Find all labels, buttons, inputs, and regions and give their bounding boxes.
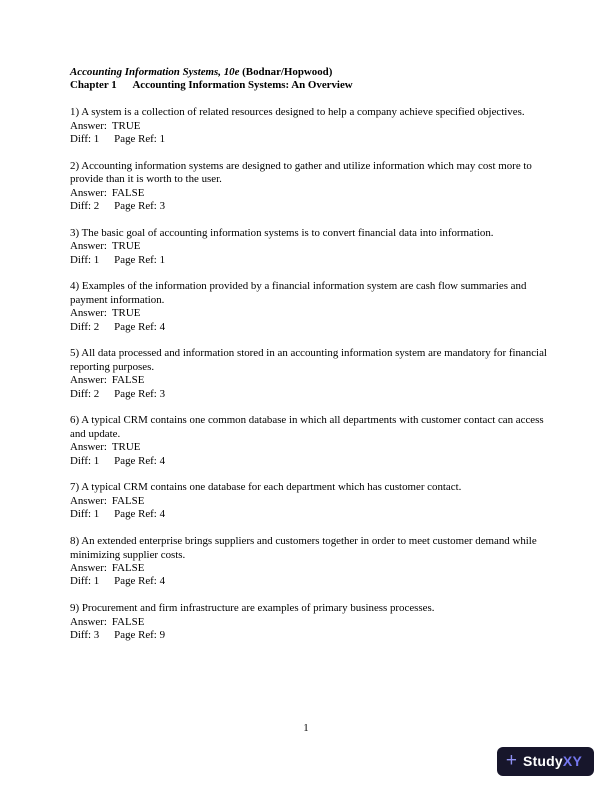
page-ref-value: 4 [159, 320, 166, 333]
answer-value: TRUE [111, 119, 141, 132]
answer-line [70, 120, 548, 133]
diff-label: Diff: [70, 628, 91, 641]
answer-line [70, 374, 548, 387]
brand-text-secondary: XY [562, 752, 582, 769]
answer-line [70, 441, 548, 454]
question-statement: Procurement and firm infrastructure are examples of primary business processes. [81, 602, 435, 615]
diff-value: 1 [93, 454, 100, 467]
answer-label: Answer: [70, 240, 107, 253]
answer-label: Answer: [70, 119, 107, 132]
page-ref-value: 4 [159, 454, 166, 467]
question-text [70, 347, 548, 374]
question-statement: Examples of the information provided by a financial information system are cash flow summaries and payment information. [70, 280, 527, 306]
diff-line [70, 508, 548, 521]
question-block [70, 280, 548, 334]
question-number: 6) [70, 414, 80, 427]
page-ref-value: 4 [159, 508, 166, 521]
page-ref-label: Page Ref: [114, 508, 157, 521]
diff-label: Diff: [70, 200, 91, 213]
answer-label: Answer: [70, 494, 107, 507]
page-ref-label: Page Ref: [114, 387, 157, 400]
answer-line [70, 187, 548, 200]
page-ref-label: Page Ref: [114, 575, 157, 588]
answer-value: FALSE [111, 186, 145, 199]
diff-value: 2 [93, 387, 100, 400]
diff-label: Diff: [70, 253, 91, 266]
answer-line [70, 307, 548, 320]
page-ref-value: 3 [159, 200, 166, 213]
page-ref-value: 4 [159, 575, 166, 588]
question-text [70, 602, 548, 615]
question-statement: A system is a collection of related resources designed to help a company achieve specified objectives. [81, 106, 525, 119]
page-ref-label: Page Ref: [114, 454, 157, 467]
answer-label: Answer: [70, 561, 107, 574]
answer-value: TRUE [111, 240, 141, 253]
diff-value: 1 [93, 133, 100, 146]
answer-value: TRUE [111, 441, 141, 454]
chapter-label: Chapter 1 [70, 79, 117, 92]
question-block [70, 227, 548, 267]
question-block [70, 347, 548, 401]
answer-label: Answer: [70, 441, 107, 454]
answer-line [70, 240, 548, 253]
question-number: 5) [70, 347, 80, 360]
page-ref-label: Page Ref: [114, 320, 157, 333]
question-statement: A typical CRM contains one database for each department which has customer contact. [81, 481, 462, 494]
page-ref-label: Page Ref: [114, 253, 157, 266]
answer-value: FALSE [111, 374, 145, 387]
diff-line [70, 575, 548, 588]
book-heading [70, 66, 548, 79]
book-title: Accounting Information Systems, 10e [70, 66, 240, 78]
question-number: 8) [70, 535, 80, 548]
answer-label: Answer: [70, 307, 107, 320]
question-block [70, 160, 548, 214]
question-statement: All data processed and information stored in an accounting information system are mandatory for financial reporting purposes. [70, 347, 547, 373]
answer-value: FALSE [111, 494, 145, 507]
question-statement: The basic goal of accounting information systems is to convert financial data into information. [81, 226, 494, 239]
question-block [70, 414, 548, 468]
diff-value: 1 [93, 508, 100, 521]
question-text [70, 535, 548, 562]
answer-line [70, 495, 548, 508]
diff-label: Diff: [70, 508, 91, 521]
question-block [70, 106, 548, 146]
studyxy-badge[interactable] [497, 747, 594, 776]
diff-line [70, 254, 548, 267]
page-ref-value: 3 [159, 387, 166, 400]
page-ref-value: 9 [159, 628, 166, 641]
question-number: 1) [70, 106, 80, 119]
question-block [70, 481, 548, 521]
chapter-title: Accounting Information Systems: An Overview [132, 79, 353, 92]
diff-value: 1 [93, 253, 100, 266]
page-number: 1 [303, 722, 309, 734]
diff-label: Diff: [70, 320, 91, 333]
diff-value: 2 [93, 200, 100, 213]
question-number: 9) [70, 602, 80, 615]
question-text [70, 106, 548, 119]
page-ref-value: 1 [159, 253, 166, 266]
answer-value: TRUE [111, 307, 141, 320]
page-ref-label: Page Ref: [114, 628, 157, 641]
answer-label: Answer: [70, 374, 107, 387]
diff-line [70, 133, 548, 146]
question-text [70, 481, 548, 494]
question-number: 7) [70, 481, 80, 494]
question-number: 2) [70, 159, 80, 172]
document-page [70, 66, 548, 642]
question-list [70, 106, 548, 642]
diff-value: 1 [93, 575, 100, 588]
answer-value: FALSE [111, 615, 145, 628]
diff-label: Diff: [70, 454, 91, 467]
question-statement: An extended enterprise brings suppliers and customers together in order to meet customer demand while minimizing supplier costs. [70, 535, 537, 561]
brand-text-primary: Study [523, 752, 563, 769]
book-authors: (Bodnar/Hopwood) [242, 66, 333, 78]
diff-line [70, 455, 548, 468]
diff-line [70, 200, 548, 213]
diff-label: Diff: [70, 387, 91, 400]
diff-label: Diff: [70, 133, 91, 146]
answer-value: FALSE [111, 561, 145, 574]
question-text [70, 414, 548, 441]
question-block [70, 535, 548, 589]
question-text [70, 160, 548, 187]
question-number: 3) [70, 226, 80, 239]
question-statement: Accounting information systems are designed to gather and utilize information which may cost more to provide than it is worth to the user. [70, 159, 532, 186]
diff-line [70, 388, 548, 401]
question-number: 4) [70, 280, 80, 293]
page-ref-label: Page Ref: [114, 200, 157, 213]
page-ref-value: 1 [159, 133, 166, 146]
answer-label: Answer: [70, 615, 107, 628]
question-text [70, 280, 548, 307]
question-text [70, 227, 548, 240]
question-statement: A typical CRM contains one common database in which all departments with customer contact can access and update. [70, 414, 544, 440]
page-ref-label: Page Ref: [114, 133, 157, 146]
diff-line [70, 629, 548, 642]
answer-label: Answer: [70, 186, 107, 199]
chapter-heading [70, 79, 548, 92]
diff-value: 3 [93, 628, 100, 641]
question-block [70, 602, 548, 642]
plus-icon: + [505, 750, 518, 771]
diff-line [70, 321, 548, 334]
answer-line [70, 616, 548, 629]
diff-label: Diff: [70, 575, 91, 588]
answer-line [70, 562, 548, 575]
diff-value: 2 [93, 320, 100, 333]
